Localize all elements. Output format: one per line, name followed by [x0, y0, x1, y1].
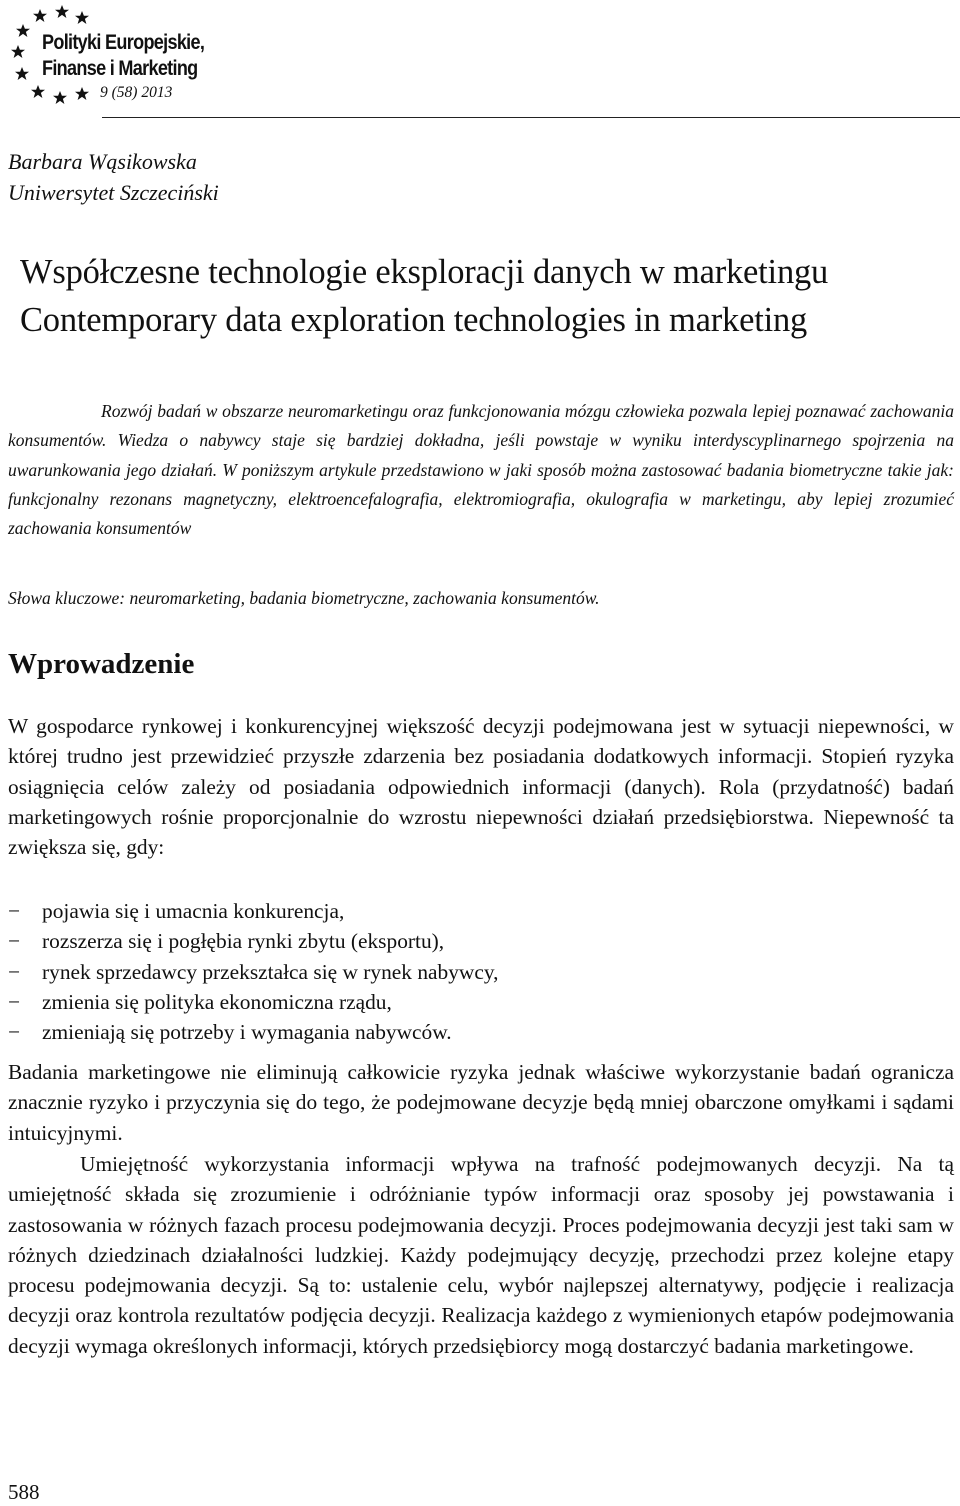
- list-item-text: rozszerza się i pogłębia rynki zbytu (eksportu),: [42, 929, 445, 954]
- body-paragraph-1: W gospodarce rynkowej i konkurencyjnej większość decyzji podejmowana jest w sytuacji niepewności, w której trudno jest przewidzieć przyszłe zdarzenia bez posiadania dodatkowych informacji. Stopień ryzyka osiągnięcia celów zależy od posiadania odpowiednich informacji (danych). Rola (przydatność) badań marketingowych rośnie proporcjonalnie do wzrostu niepewności działań przedsiębiorstwa. Niepewność ta zwiększa się, gdy:: [8, 714, 954, 860]
- body-paragraph-3: Umiejętność wykorzystania informacji wpływa na trafność podejmowanych decyzji. Na tą umiejętność składa się zrozumienie i odróżnianie typów informacji oraz sposoby jej powstawania i zastosowania w różnych fazach procesu podejmowania decyzji. Proces podejmowania decyzji jest taki sam w różnych dziedzinach działalności ludzkiej. Każdy podejmujący decyzję, przechodzi przez kolejne etapy procesu podejmowania decyzji. Są to: ustalenie celu, wybór najlepszej alternatywy, podjęcie i realizacja decyzji oraz kontrola rezultatów podjęcia decyzji. Realizacja każdego z wymienionych etapów podejmowania decyzji wymaga określonych informacji, których przedsiębiorcy mogą dostarczyć badania marketingowe.: [8, 1152, 954, 1358]
- journal-name-line-1: Polityki Europejskie,: [42, 31, 205, 54]
- list-item: [8, 896, 954, 926]
- list-item: [8, 987, 954, 1017]
- body-paragraph-2: Badania marketingowe nie eliminują całkowicie ryzyka jednak właściwe wykorzystanie badań ogranicza znacznie ryzyko i przyczynia się do tego, że podejmowane decyzje będą mniej obarczone omyłkami i sądami intuicyjnymi.: [8, 1060, 954, 1145]
- section-heading: Wprowadzenie: [8, 648, 195, 680]
- author-block: [8, 146, 219, 208]
- issue-number: 9 (58) 2013: [100, 84, 173, 101]
- bullet-list: [8, 896, 954, 1047]
- list-item-text: rynek sprzedawcy przekształca się w rynek nabywcy,: [42, 959, 499, 984]
- abstract: Rozwój badań w obszarze neuromarketingu oraz funkcjonowania mózgu człowieka pozwala lepiej poznawać zachowania konsumentów. Wiedza o nabywcy staje się bardziej dokładna, jeśli powstaje w wyniku interdyscyplinarnego spojrzenia na uwarunkowania jego działań. W poniższym artykule przedstawiono w jaki sposób można zastosować badania biometryczne takie jak: funkcjonalny rezonans magnetyczny, elektroencefalografia, elektromiografia, okulografia w marketingu, aby lepiej zrozumieć zachowania konsumentów: [8, 401, 954, 539]
- paper-title-polish: Współczesne technologie eksploracji danych w marketingu: [20, 253, 829, 291]
- author-affiliation: Uniwersytet Szczeciński: [8, 180, 219, 205]
- paper-title-english: Contemporary data exploration technologies in marketing: [20, 301, 808, 339]
- dash-bullet-icon: −: [8, 929, 21, 954]
- page-number: 588: [8, 1480, 40, 1504]
- header-divider: [102, 117, 960, 118]
- list-item: [8, 957, 954, 987]
- list-item: [8, 1017, 954, 1047]
- list-item: [8, 926, 954, 956]
- journal-name-line-2: Finanse i Marketing: [42, 57, 198, 80]
- keywords: Słowa kluczowe: neuromarketing, badania biometryczne, zachowania konsumentów.: [8, 588, 600, 608]
- author-name: Barbara Wąsikowska: [8, 149, 197, 174]
- list-item-text: zmieniają się potrzeby i wymagania nabywców.: [42, 1020, 452, 1045]
- dash-bullet-icon: −: [8, 899, 21, 923]
- list-item-text: pojawia się i umacnia konkurencja,: [42, 899, 345, 923]
- dash-bullet-icon: −: [8, 959, 21, 984]
- dash-bullet-icon: −: [8, 1020, 21, 1045]
- dash-bullet-icon: −: [8, 989, 21, 1014]
- list-item-text: zmienia się polityka ekonomiczna rządu,: [42, 989, 392, 1014]
